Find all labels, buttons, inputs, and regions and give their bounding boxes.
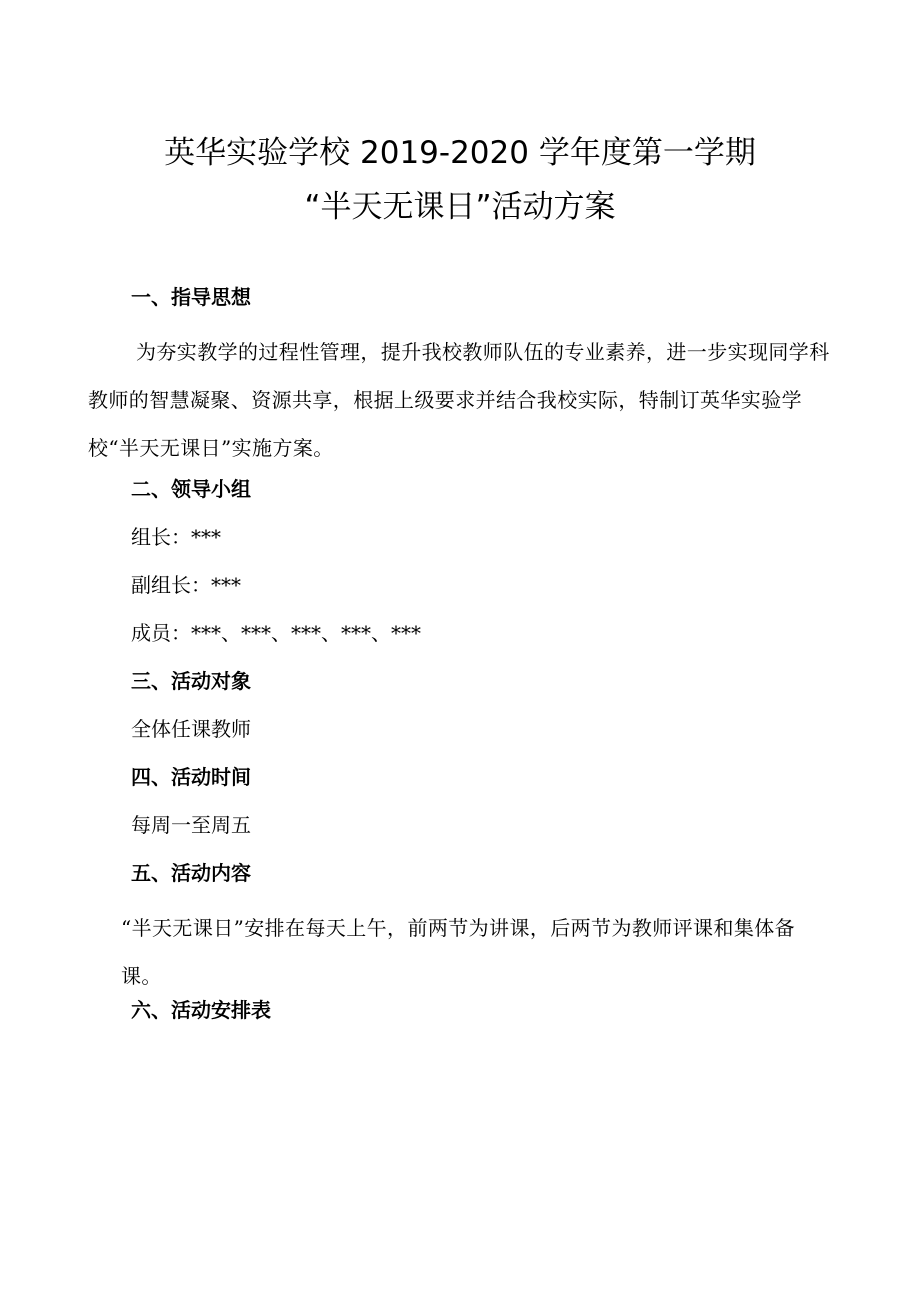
section-heading-guiding-thought: 一、指导思想: [131, 285, 251, 309]
section-paragraph-guiding-thought: 为夯实教学的过程性管理，提升我校教师队伍的专业素养，进一步实现同学科教师的智慧凝聚、资源共享，根据上级要求并结合我校实际，特制订英华实验学校“半天无课日”实施方案。: [88, 340, 830, 460]
section-heading-leadership-group: 二、领导小组: [131, 477, 251, 501]
section-paragraph-activity-content: “半天无课日”安排在每天上午，前两节为讲课，后两节为教师评课和集体备课。: [121, 916, 796, 988]
document-title-line2: “半天无课日”活动方案: [304, 189, 616, 225]
section-heading-activity-schedule: 六、活动安排表: [131, 998, 271, 1022]
section-heading-activity-content: 五、活动内容: [131, 861, 251, 885]
section-heading-activity-time: 四、活动时间: [131, 765, 251, 789]
activity-time-line: 每周一至周五: [131, 813, 251, 837]
section-heading-participants: 三、活动对象: [131, 669, 251, 693]
members-line: 成员：***、***、***、***、***: [131, 621, 421, 645]
document-title-line1: 英华实验学校 2019-2020 学年度第一学期: [164, 135, 756, 171]
deputy-leader-line: 副组长：***: [131, 573, 241, 597]
leader-line: 组长：***: [131, 525, 221, 549]
participants-line: 全体任课教师: [131, 717, 251, 741]
